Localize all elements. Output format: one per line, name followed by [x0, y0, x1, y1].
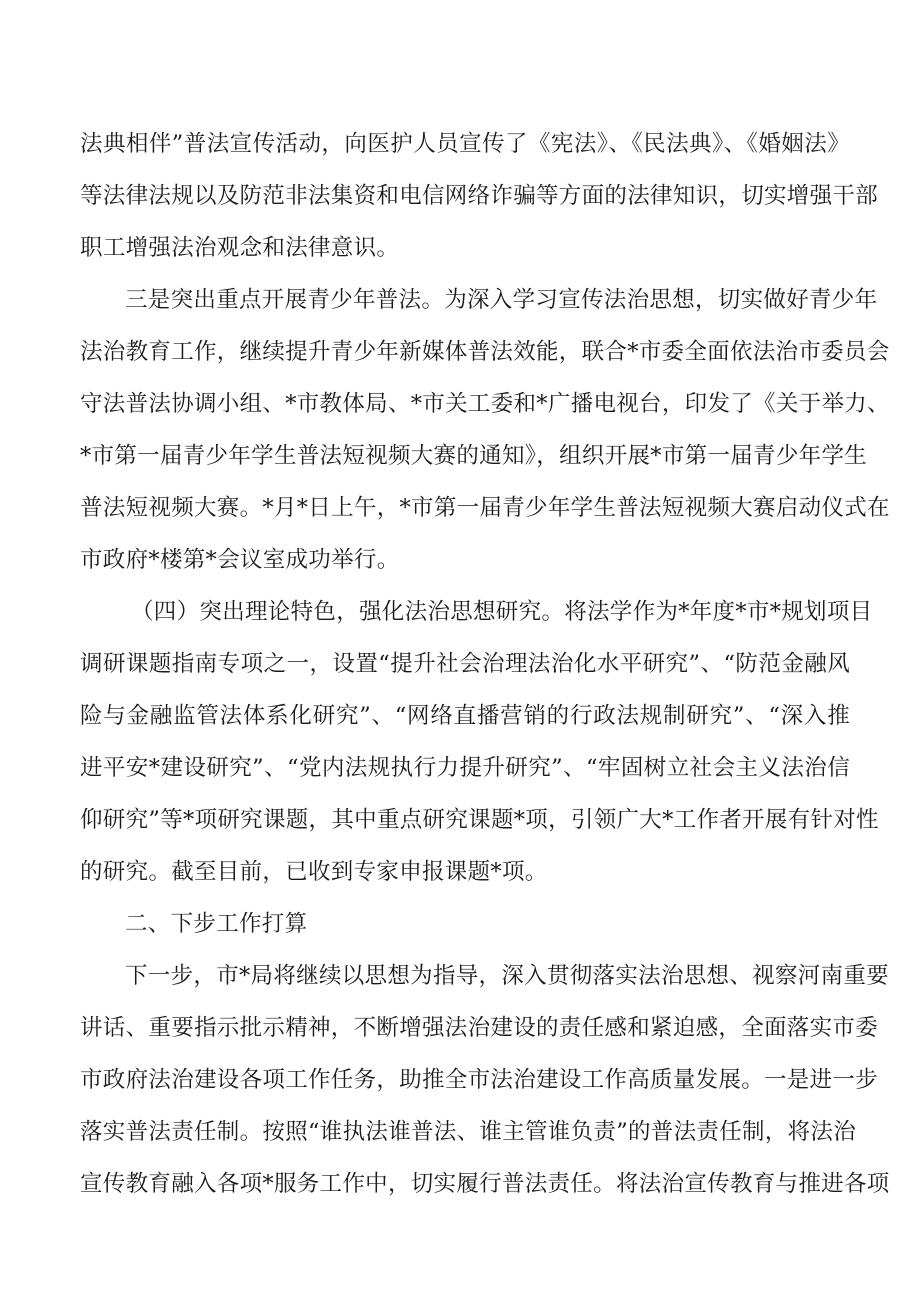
- paragraph-3-line-6: 的研究。截至目前，已收到专家申报课题*项。: [80, 859, 548, 885]
- paragraph-2-line-5: 普法短视频大赛。*月*日上午，*市第一届青少年学生普法短视频大赛启动仪式在: [80, 495, 890, 521]
- paragraph-4-line-2: 讲话、重要指示批示精神，不断增强法治建设的责任感和紧迫感，全面落实市委: [80, 1015, 879, 1041]
- paragraph-2-line-2: 法治教育工作，继续提升青少年新媒体普法效能，联合*市委全面依法治市委员会: [80, 339, 890, 365]
- section-heading: 二、下步工作打算: [125, 911, 308, 937]
- paragraph-1-line-1: 法典相伴”普法宣传活动，向医护人员宣传了《宪法》、《民法典》、《婚姻法》: [80, 131, 850, 157]
- paragraph-2-line-1: 三是突出重点开展青少年普法。为深入学习宣传法治思想，切实做好青少年: [125, 287, 878, 313]
- paragraph-4-line-1: 下一步，市*局将继续以思想为指导，深入贯彻落实法治思想、视察河南重要: [125, 963, 889, 989]
- paragraph-2-line-6: 市政府*楼第*会议室成功举行。: [80, 547, 400, 573]
- paragraph-3-line-2: 调研课题指南专项之一，设置“提升社会治理法治化水平研究”、“防范金融风: [80, 651, 850, 677]
- paragraph-3-line-1: （四）突出理论特色，强化法治思想研究。将法学作为*年度*市*规划项目: [131, 599, 873, 625]
- paragraph-1-line-2: 等法律法规以及防范非法集资和电信网络诈骗等方面的法律知识，切实增强干部: [80, 183, 879, 209]
- paragraph-4-line-3: 市政府法治建设各项工作任务，助推全市法治建设工作高质量发展。一是进一步: [80, 1067, 879, 1093]
- paragraph-3-line-4: 进平安*建设研究”、“党内法规执行力提升研究”、“牢固树立社会主义法治信: [80, 755, 850, 781]
- paragraph-2-line-3: 守法普法协调小组、*市教体局、*市关工委和*广播电视台，印发了《关于举力、: [80, 391, 890, 417]
- paragraph-3-line-5: 仰研究”等*项研究课题，其中重点研究课题*项，引领广大*工作者开展有针对性: [80, 807, 879, 833]
- paragraph-4-line-4: 落实普法责任制。按照“谁执法谁普法、谁主管谁负责”的普法责任制，将法治: [80, 1119, 857, 1145]
- paragraph-3-line-3: 险与金融监管法体系化研究”、“网络直播营销的行政法规制研究”、“深入推: [80, 703, 850, 729]
- paragraph-4-line-5: 宣传教育融入各项*服务工作中，切实履行普法责任。将法治宣传教育与推进各项: [80, 1171, 890, 1197]
- paragraph-1-line-3: 职工增强法治观念和法律意识。: [80, 235, 400, 261]
- paragraph-2-line-4: *市第一届青少年学生普法短视频大赛的通知》，组织开展*市第一届青少年学生: [80, 443, 868, 469]
